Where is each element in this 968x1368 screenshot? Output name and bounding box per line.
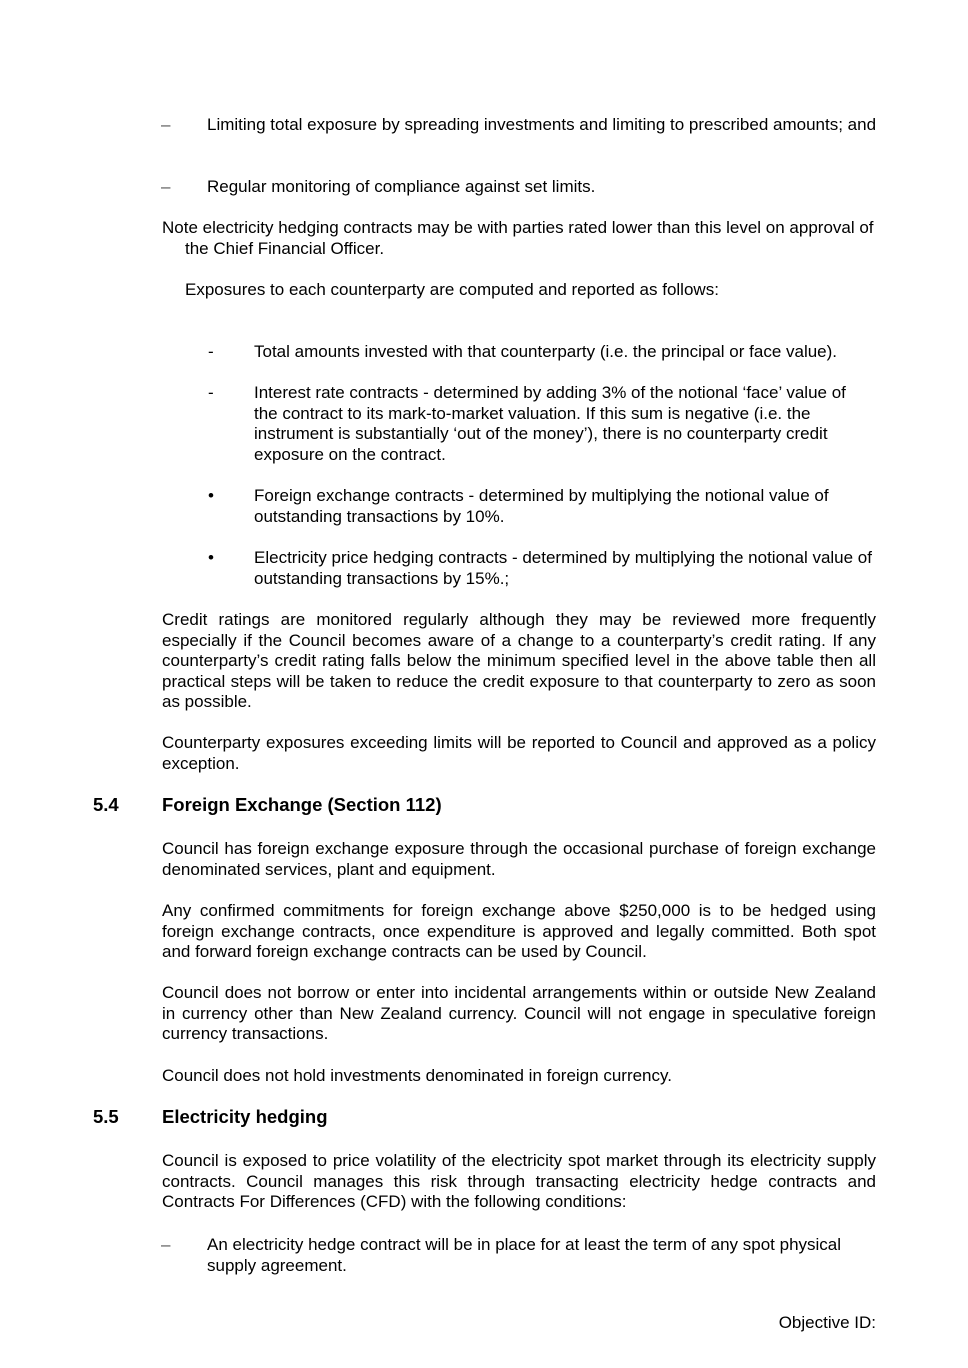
bullet-text: Limiting total exposure by spreading investments and limiting to prescribed amounts; and bbox=[207, 115, 877, 134]
section-paragraph: Council does not borrow or enter into incidental arrangements within or outside New Zealand in currency other than New Zealand currency. Council will not engage in speculative foreign currency transactions. bbox=[162, 983, 876, 1044]
bullet-marker: – bbox=[161, 115, 171, 134]
exposure-item-text: Foreign exchange contracts - determined by multiplying the notional value of outstanding transactions by 10%. bbox=[254, 486, 829, 526]
section-number: 5.4 bbox=[93, 794, 119, 815]
exposure-item-marker: • bbox=[208, 486, 214, 505]
section-title: Electricity hedging bbox=[162, 1106, 328, 1127]
section-number: 5.5 bbox=[93, 1106, 119, 1127]
section-paragraph: Council is exposed to price volatility of the electricity spot market through its electricity supply contracts. Council manages this risk through transacting electricity hedge contracts and Contracts For Differences (CFD) with the following conditions: bbox=[162, 1151, 876, 1212]
section-paragraph: Any confirmed commitments for foreign exchange above $250,000 is to be hedged using foreign exchange contracts, once expenditure is approved and legally committed. Both spot and forward foreign exchange contracts can be used by Council. bbox=[162, 901, 876, 962]
section-title: Foreign Exchange (Section 112) bbox=[162, 794, 442, 815]
section-paragraph: Council does not hold investments denominated in foreign currency. bbox=[162, 1066, 672, 1085]
bullet-marker: – bbox=[161, 1235, 171, 1254]
credit-ratings-paragraph: Credit ratings are monitored regularly although they may be reviewed more frequently especially if the Council becomes aware of a change to a counterparty’s credit rating. If any counterparty’s credit rating falls below the minimum specified level in the above table then all practical steps will be taken to reduce the credit exposure to that counterparty to zero as soon as possible. bbox=[162, 610, 876, 712]
exposures-intro: Exposures to each counterparty are computed and reported as follows: bbox=[185, 280, 719, 299]
objective-id-footer: Objective ID: bbox=[778, 1313, 876, 1332]
bullet-marker: – bbox=[161, 177, 171, 196]
exposure-item-marker: - bbox=[208, 383, 214, 402]
counterparty-exposures-paragraph: Counterparty exposures exceeding limits will be reported to Council and approved as a policy exception. bbox=[162, 733, 876, 773]
exposure-item-text: Interest rate contracts - determined by adding 3% of the notional ‘face’ value of the contract to its mark-to-market valuation. If this sum is negative (i.e. the instrument is substantially ‘out of the money’), there is no counterparty credit exposure on the contract. bbox=[254, 383, 846, 464]
bullet-text: Regular monitoring of compliance against set limits. bbox=[207, 177, 596, 196]
exposure-item-marker: - bbox=[208, 342, 214, 361]
section-paragraph: Council has foreign exchange exposure through the occasional purchase of foreign exchange denominated services, plant and equipment. bbox=[162, 839, 876, 879]
exposure-item-marker: • bbox=[208, 548, 214, 567]
exposure-item-text: Electricity price hedging contracts - determined by multiplying the notional value of outstanding transactions by 15%.; bbox=[254, 548, 872, 588]
note-paragraph: Note electricity hedging contracts may be with parties rated lower than this level on approval of the Chief Financial Officer. bbox=[162, 218, 874, 258]
exposure-item-text: Total amounts invested with that counterparty (i.e. the principal or face value). bbox=[254, 342, 838, 361]
bullet-text: An electricity hedge contract will be in place for at least the term of any spot physical supply agreement. bbox=[207, 1235, 842, 1275]
